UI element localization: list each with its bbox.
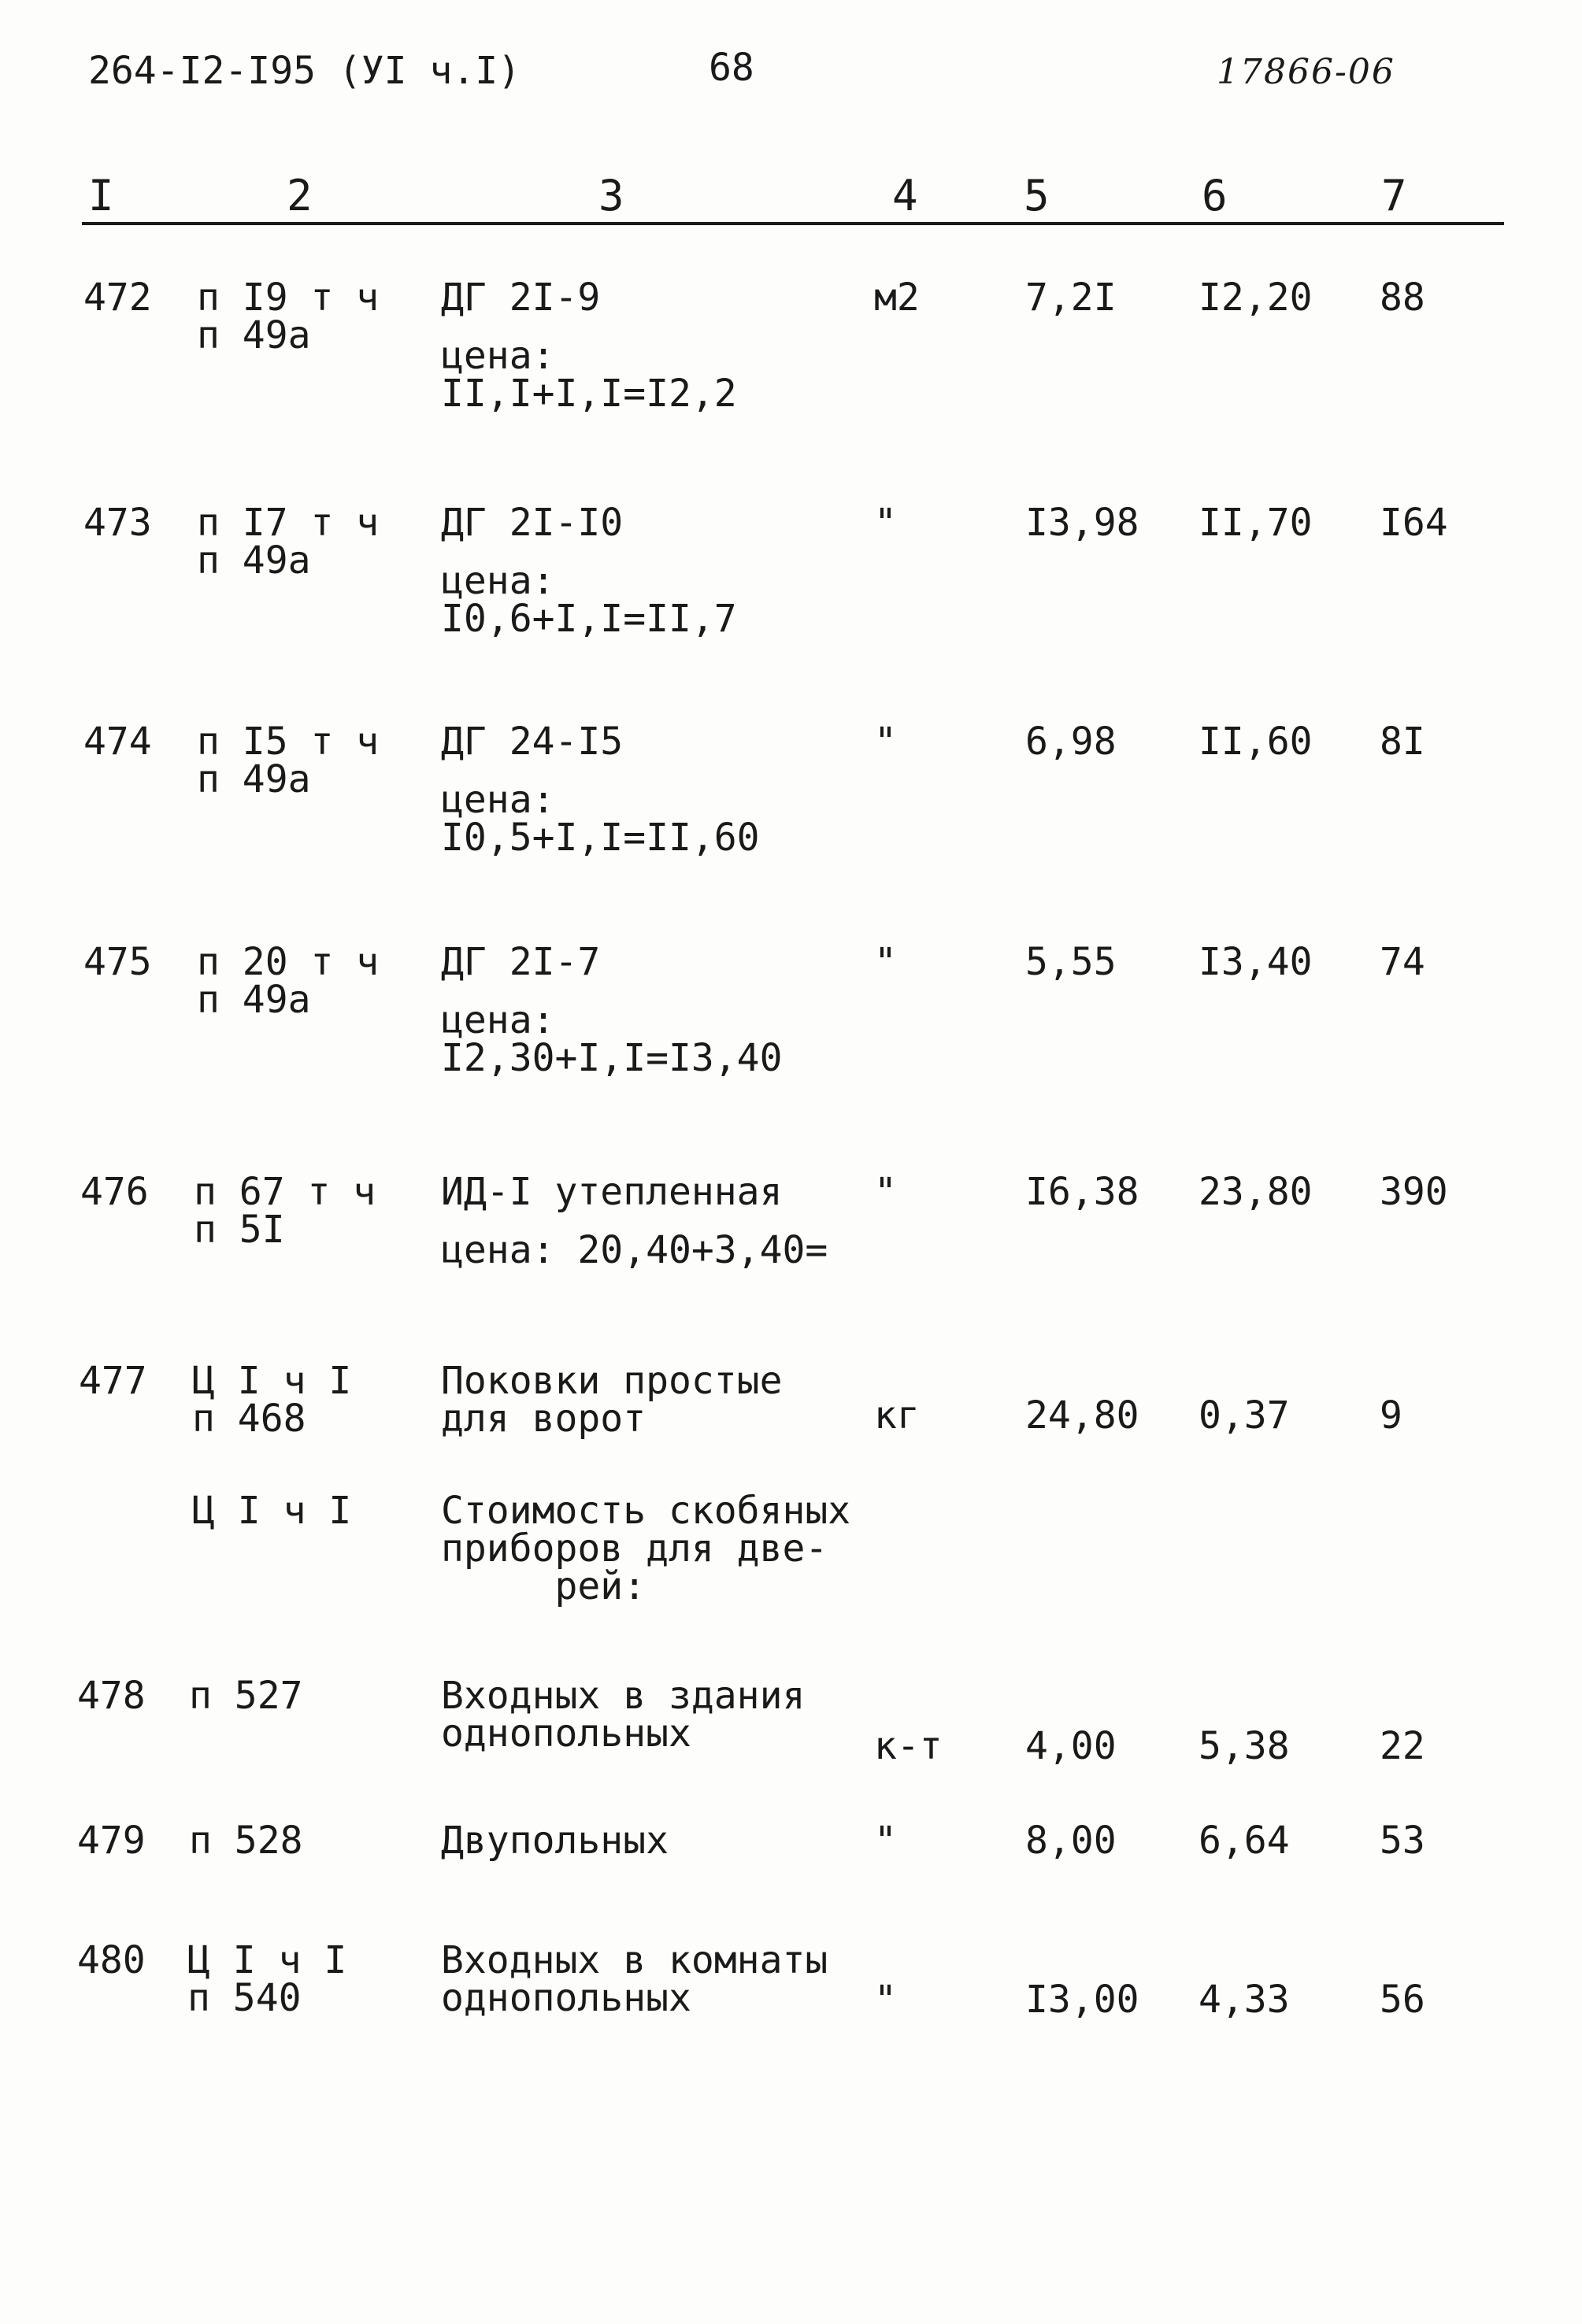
quantity: 24,80 [1025, 1393, 1139, 1438]
reference-code: п I5 т ч п 49а [197, 720, 380, 801]
item-name: ДГ 2I-9 [441, 276, 601, 320]
item-name: ДГ 24-I5 [441, 720, 624, 764]
unit-of-measure: " [874, 720, 897, 764]
document-code: 264-I2-I95 (УI ч.I) [88, 49, 521, 93]
unit-of-measure: " [874, 1978, 897, 2022]
item-description [441, 940, 783, 1080]
row-number: 477 [79, 1359, 147, 1403]
column-header-5: 5 [1024, 171, 1050, 220]
price-formula: цена: I0,5+I,I=II,60 [441, 778, 760, 860]
item-name: ДГ 2I-I0 [441, 501, 624, 545]
reference-code: Ц I ч I п 540 [187, 1938, 347, 2020]
unit-of-measure: " [874, 501, 897, 545]
quantity: I3,00 [1025, 1978, 1139, 2022]
unit-of-measure: " [874, 1819, 897, 1863]
handwritten-stamp-number: 17866-06 [1217, 52, 1395, 92]
total-cost: 88 [1380, 276, 1425, 320]
unit-of-measure: " [874, 1170, 897, 1214]
item-description [441, 501, 737, 641]
row-number: 476 [80, 1170, 149, 1214]
price-formula: цена: I0,6+I,I=II,7 [441, 559, 737, 641]
price-formula: цена: II,I+I,I=I2,2 [441, 334, 737, 416]
reference-code: п 527 [189, 1674, 303, 1718]
unit-price: II,60 [1199, 720, 1313, 764]
quantity: 5,55 [1025, 940, 1117, 984]
total-cost: 22 [1380, 1724, 1425, 1768]
total-cost: 74 [1380, 940, 1425, 984]
unit-price: 0,37 [1199, 1393, 1290, 1438]
quantity: 7,2I [1025, 276, 1117, 320]
item-description [441, 1819, 669, 1863]
item-description [441, 1674, 806, 1756]
row-number: 474 [83, 720, 152, 764]
column-header-7: 7 [1381, 171, 1407, 220]
unit-price: 23,80 [1199, 1170, 1313, 1214]
item-name: Стоимость скобяных приборов для две- рей: [441, 1489, 851, 1608]
quantity: I3,98 [1025, 501, 1139, 545]
unit-price: I3,40 [1199, 940, 1313, 984]
reference-code: Ц I ч I п 468 [192, 1359, 352, 1441]
row-number: 479 [77, 1819, 146, 1863]
item-name: Поковки простые для ворот [441, 1359, 783, 1441]
total-cost: I64 [1380, 501, 1448, 545]
unit-of-measure: к-т [874, 1724, 943, 1768]
page-number: 68 [709, 46, 754, 90]
total-cost: 9 [1380, 1393, 1402, 1438]
item-name: Двупольных [441, 1819, 669, 1863]
total-cost: 53 [1380, 1819, 1425, 1863]
item-description [441, 1489, 851, 1608]
item-name: ИД-I утепленная [441, 1170, 783, 1214]
row-number: 473 [83, 501, 152, 545]
reference-code: п 20 т ч п 49а [197, 940, 380, 1022]
item-description [441, 1938, 828, 2020]
unit-price: 5,38 [1199, 1724, 1290, 1768]
row-number: 472 [83, 276, 152, 320]
column-header-2: 2 [287, 171, 313, 220]
unit-of-measure: кг [874, 1393, 920, 1438]
total-cost: 390 [1380, 1170, 1448, 1214]
reference-code: п I7 т ч п 49а [197, 501, 380, 583]
total-cost: 8I [1380, 720, 1425, 764]
item-name: Входных в здания однопольных [441, 1674, 806, 1756]
column-header-1: I [88, 171, 114, 220]
quantity: 8,00 [1025, 1819, 1117, 1863]
reference-code: п I9 т ч п 49а [197, 276, 380, 357]
item-description [441, 1170, 828, 1272]
reference-code: п 67 т ч п 5I [194, 1170, 376, 1252]
column-header-6: 6 [1202, 171, 1228, 220]
reference-code: Ц I ч I [192, 1489, 352, 1533]
price-formula: цена: 20,40+3,40= [441, 1228, 828, 1272]
header-divider [82, 222, 1504, 225]
quantity: 4,00 [1025, 1724, 1117, 1768]
unit-price: 6,64 [1199, 1819, 1290, 1863]
column-header-4: 4 [892, 171, 918, 220]
item-description [441, 1359, 783, 1441]
unit-price: 4,33 [1199, 1978, 1290, 2022]
item-description [441, 720, 760, 860]
row-number: 478 [77, 1674, 146, 1718]
quantity: I6,38 [1025, 1170, 1139, 1214]
unit-of-measure: " [874, 940, 897, 984]
row-number: 480 [77, 1938, 146, 1982]
unit-price: II,70 [1199, 501, 1313, 545]
price-formula: цена: I2,30+I,I=I3,40 [441, 998, 783, 1080]
quantity: 6,98 [1025, 720, 1117, 764]
reference-code: п 528 [189, 1819, 303, 1863]
column-header-3: 3 [598, 171, 624, 220]
item-name: Входных в комнаты однопольных [441, 1938, 828, 2020]
unit-of-measure: м2 [874, 276, 920, 320]
item-description [441, 276, 737, 416]
total-cost: 56 [1380, 1978, 1425, 2022]
item-name: ДГ 2I-7 [441, 940, 601, 984]
row-number: 475 [83, 940, 152, 984]
unit-price: I2,20 [1199, 276, 1313, 320]
